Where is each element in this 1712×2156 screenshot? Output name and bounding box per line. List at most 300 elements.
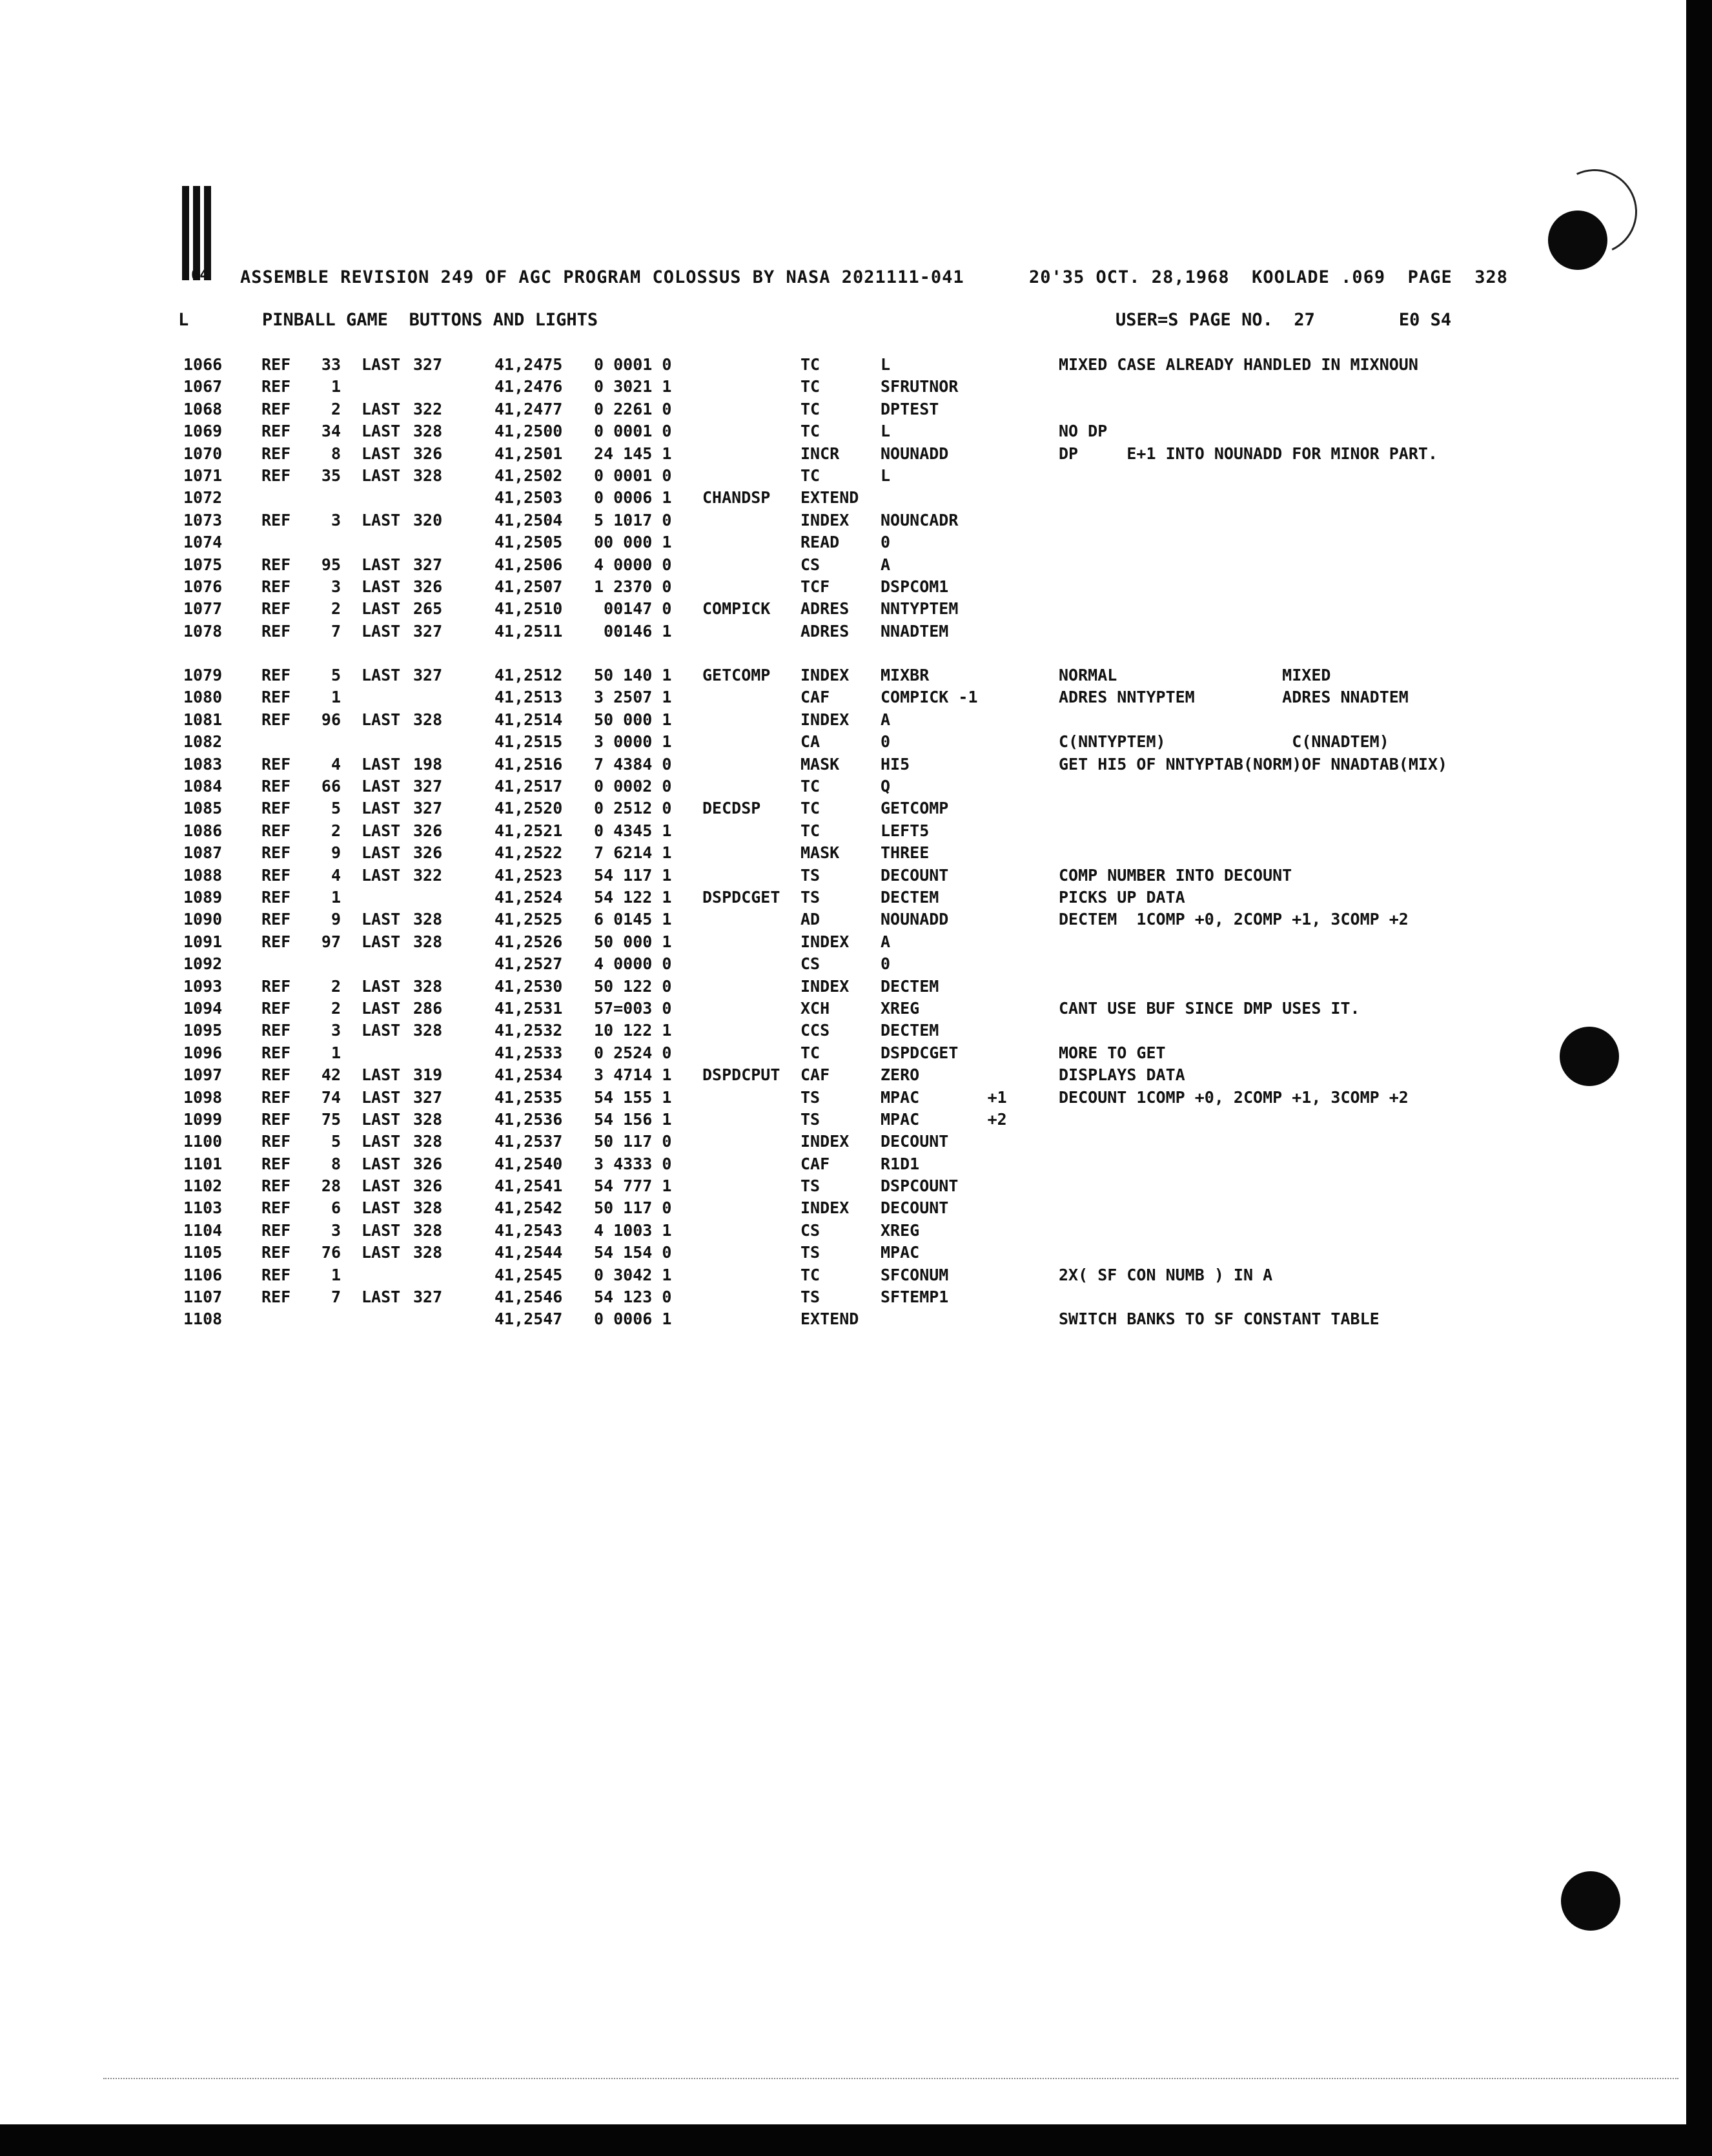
listing-ref: REF (261, 666, 291, 685)
listing-row (0, 443, 1686, 465)
listing-operand: DECTEM (881, 887, 939, 907)
listing-row (0, 842, 1686, 864)
listing-addr: 41,2532 (494, 1021, 563, 1040)
listing-last: LAST (362, 1243, 401, 1262)
listing-code: 0 4345 1 (594, 821, 672, 840)
listing-ref: REF (261, 1265, 291, 1284)
listing-operand: SFCONUM (881, 1265, 949, 1284)
listing-operand: ZERO (881, 1065, 920, 1085)
listing-line: 1107 (183, 1288, 223, 1307)
listing-operand: A (881, 710, 891, 729)
listing-operand: SFRUTNOR (881, 377, 959, 396)
listing-addr: 41,2502 (494, 466, 563, 485)
listing-operand: MPAC +1 (881, 1087, 1007, 1107)
listing-label: DSPDCGET (702, 887, 780, 907)
listing-operand: 0 (881, 732, 891, 752)
listing-row (0, 797, 1686, 819)
listing-op: CS (800, 555, 820, 574)
listing-row (0, 664, 1686, 686)
listing-num: 7 (331, 621, 341, 641)
listing-num: 2 (331, 399, 341, 418)
listing-ref: REF (261, 1154, 291, 1173)
listing-last: LAST (362, 422, 401, 441)
listing-code: 0 2261 0 (594, 399, 672, 418)
page-tag: 64 (191, 267, 209, 283)
listing-lpage: 327 (413, 799, 443, 818)
listing-row (0, 709, 1686, 731)
listing-lpage: 327 (413, 355, 443, 374)
listing-line: 1097 (183, 1065, 223, 1085)
listing-row (0, 754, 1686, 775)
listing-addr: 41,2517 (494, 777, 563, 796)
listing-last: LAST (362, 843, 401, 863)
listing-line: 1106 (183, 1265, 223, 1284)
listing-line: 1101 (183, 1154, 223, 1173)
listing-lpage: 326 (413, 1176, 443, 1196)
listing-row (0, 1042, 1686, 1064)
listing-row (0, 554, 1686, 576)
listing-code: 0 2512 0 (594, 799, 672, 818)
listing-num: 2 (331, 599, 341, 619)
listing-row (0, 1308, 1686, 1330)
listing-last: LAST (362, 1176, 401, 1196)
listing-line: 1092 (183, 954, 223, 974)
listing-num: 74 (321, 1087, 341, 1107)
listing-num: 8 (331, 1154, 341, 1173)
listing-line: 1082 (183, 732, 223, 752)
listing-operand: L (881, 466, 891, 485)
listing-lpage: 198 (413, 754, 443, 774)
listing-op: CAF (800, 1154, 830, 1173)
listing-line: 1103 (183, 1198, 223, 1218)
listing-line: 1076 (183, 577, 223, 596)
listing-op: READ (800, 533, 840, 552)
listing-operand: A (881, 932, 891, 951)
listing-ref: REF (261, 887, 291, 907)
listing-num: 3 (331, 577, 341, 596)
listing-ref: REF (261, 399, 291, 418)
listing-ref: REF (261, 1220, 291, 1240)
listing-op: ADRES (800, 621, 850, 641)
listing-ref: REF (261, 377, 291, 396)
listing-comment: C(NNTYPTEM) C(NNADTEM) (1059, 732, 1389, 752)
listing-row (0, 1087, 1686, 1109)
listing-num: 6 (331, 1198, 341, 1218)
listing-addr: 41,2522 (494, 843, 563, 863)
listing-last: LAST (362, 710, 401, 729)
listing-lpage: 327 (413, 621, 443, 641)
listing-line: 1102 (183, 1176, 223, 1196)
listing-op: TC (800, 1265, 820, 1284)
listing-addr: 41,2544 (494, 1243, 563, 1262)
listing-comment: PICKS UP DATA (1059, 887, 1185, 907)
listing-code: 50 000 1 (594, 932, 672, 951)
listing-addr: 41,2533 (494, 1043, 563, 1062)
listing-ref: REF (261, 621, 291, 641)
listing-line: 1105 (183, 1243, 223, 1262)
listing-addr: 41,2535 (494, 1087, 563, 1107)
listing-comment: SWITCH BANKS TO SF CONSTANT TABLE (1059, 1309, 1380, 1329)
listing-num: 35 (321, 466, 341, 485)
listing-label: GETCOMP (702, 666, 771, 685)
listing-addr: 41,2477 (494, 399, 563, 418)
listing-ref: REF (261, 555, 291, 574)
listing-code: 0 3021 1 (594, 377, 672, 396)
listing-row (0, 621, 1686, 642)
listing-addr: 41,2540 (494, 1154, 563, 1173)
listing-num: 28 (321, 1176, 341, 1196)
listing-ref: REF (261, 998, 291, 1018)
listing-line: 1098 (183, 1087, 223, 1107)
listing-last: LAST (362, 799, 401, 818)
listing-line: 1067 (183, 377, 223, 396)
listing-line: 1095 (183, 1021, 223, 1040)
listing-operand: NNTYPTEM (881, 599, 959, 619)
listing-row (0, 1020, 1686, 1042)
listing-ref: REF (261, 976, 291, 996)
listing-operand: MIXBR (881, 666, 930, 685)
listing-ref: REF (261, 599, 291, 619)
listing-line: 1088 (183, 865, 223, 885)
listing-addr: 41,2506 (494, 555, 563, 574)
listing-code: 6 0145 1 (594, 910, 672, 929)
listing-line: 1086 (183, 821, 223, 840)
section-title: PINBALL GAME BUTTONS AND LIGHTS (262, 310, 598, 330)
listing-addr: 41,2536 (494, 1109, 563, 1129)
listing-ref: REF (261, 1288, 291, 1307)
listing-comment: DECOUNT 1COMP +0, 2COMP +1, 3COMP +2 (1059, 1087, 1409, 1107)
listing-row (0, 953, 1686, 975)
listing-code: 10 122 1 (594, 1021, 672, 1040)
listing-row (0, 398, 1686, 420)
listing-op: EXTEND (800, 1309, 859, 1329)
listing-lpage: 328 (413, 1109, 443, 1129)
listing-line: 1074 (183, 533, 223, 552)
listing-row (0, 820, 1686, 842)
listing-lpage: 328 (413, 1198, 443, 1218)
listing-num: 1 (331, 887, 341, 907)
listing-ref: REF (261, 1176, 291, 1196)
listing-addr: 41,2501 (494, 444, 563, 463)
listing-ref: REF (261, 821, 291, 840)
listing-num: 2 (331, 821, 341, 840)
listing-num: 7 (331, 1288, 341, 1307)
listing-addr: 41,2475 (494, 355, 563, 374)
listing-code: 54 155 1 (594, 1087, 672, 1107)
listing-ref: REF (261, 422, 291, 441)
listing-line: 1090 (183, 910, 223, 929)
listing-row (0, 865, 1686, 887)
listing-last: LAST (362, 510, 401, 529)
listing-comment: NO DP (1059, 422, 1108, 441)
listing-operand: NNADTEM (881, 621, 949, 641)
listing-last: LAST (362, 1288, 401, 1307)
listing-op: AD (800, 910, 820, 929)
listing-lpage: 327 (413, 1288, 443, 1307)
listing-last: LAST (362, 932, 401, 951)
listing-code: 5 1017 0 (594, 510, 672, 529)
listing-num: 2 (331, 998, 341, 1018)
listing-op: XCH (800, 998, 830, 1018)
listing-op: TC (800, 355, 820, 374)
listing-ref: REF (261, 444, 291, 463)
listing-num: 97 (321, 932, 341, 951)
listing-code: 54 117 1 (594, 865, 672, 885)
listing-code: 50 122 0 (594, 976, 672, 996)
listing-comment: NORMAL MIXED (1059, 666, 1331, 685)
listing-num: 3 (331, 1021, 341, 1040)
listing-lpage: 328 (413, 1220, 443, 1240)
listing-last: LAST (362, 1065, 401, 1085)
listing-addr: 41,2521 (494, 821, 563, 840)
listing-comment: COMP NUMBER INTO DECOUNT (1059, 865, 1292, 885)
listing-ref: REF (261, 1198, 291, 1218)
listing-last: LAST (362, 1109, 401, 1129)
listing-op: TS (800, 1176, 820, 1196)
listing-op: CS (800, 1220, 820, 1240)
listing-op: TC (800, 1043, 820, 1062)
listing-operand: XREG (881, 1220, 920, 1240)
listing-comment: MIXED CASE ALREADY HANDLED IN MIXNOUN (1059, 355, 1418, 374)
listing-operand: A (881, 555, 891, 574)
listing-comment: DP E+1 INTO NOUNADD FOR MINOR PART. (1059, 444, 1438, 463)
listing-lpage: 326 (413, 1154, 443, 1173)
listing-addr: 41,2503 (494, 488, 563, 508)
listing-op: TS (800, 1087, 820, 1107)
listing-addr: 41,2545 (494, 1265, 563, 1284)
listing-code: 57=003 0 (594, 998, 672, 1018)
listing-last: LAST (362, 444, 401, 463)
listing-code: 0 2524 0 (594, 1043, 672, 1062)
listing-lpage: 322 (413, 399, 443, 418)
listing-num: 8 (331, 444, 341, 463)
listing-lpage: 328 (413, 710, 443, 729)
listing-operand: DSPDCGET (881, 1043, 959, 1062)
listing-code: 0 0001 0 (594, 466, 672, 485)
listing-row (0, 1242, 1686, 1264)
listing-num: 42 (321, 1065, 341, 1085)
listing-code: 00146 1 (594, 621, 672, 641)
listing-op: TS (800, 1243, 820, 1262)
listing-last: LAST (362, 910, 401, 929)
listing-comment: MORE TO GET (1059, 1043, 1166, 1062)
listing-num: 4 (331, 865, 341, 885)
listing-addr: 41,2500 (494, 422, 563, 441)
listing-operand: MPAC +2 (881, 1109, 1007, 1129)
listing-lpage: 328 (413, 1021, 443, 1040)
listing-op: ADRES (800, 599, 850, 619)
listing-ref: REF (261, 1132, 291, 1151)
listing-row (0, 376, 1686, 398)
listing-lpage: 327 (413, 777, 443, 796)
listing-num: 95 (321, 555, 341, 574)
listing-lpage: 328 (413, 1132, 443, 1151)
listing-addr: 41,2476 (494, 377, 563, 396)
listing-line: 1066 (183, 355, 223, 374)
listing-lpage: 326 (413, 444, 443, 463)
listing-operand: DECOUNT (881, 1198, 949, 1218)
listing-code: 3 2507 1 (594, 688, 672, 707)
listing-operand: HI5 (881, 754, 910, 774)
listing-line: 1094 (183, 998, 223, 1018)
listing-last: LAST (362, 1198, 401, 1218)
listing-operand: GETCOMP (881, 799, 949, 818)
listing-op: TC (800, 466, 820, 485)
listing-line: 1081 (183, 710, 223, 729)
listing-code: 24 145 1 (594, 444, 672, 463)
listing-comment: DECTEM 1COMP +0, 2COMP +1, 3COMP +2 (1059, 910, 1409, 929)
listing-ref: REF (261, 710, 291, 729)
listing-lpage: 320 (413, 510, 443, 529)
listing-last: LAST (362, 976, 401, 996)
listing-code: 0 0006 1 (594, 488, 672, 508)
listing-line: 1071 (183, 466, 223, 485)
listing-lpage: 265 (413, 599, 443, 619)
listing-label: CHANDSP (702, 488, 771, 508)
listing-row (0, 1175, 1686, 1197)
listing-ref: REF (261, 466, 291, 485)
listing-line: 1100 (183, 1132, 223, 1151)
listing-lpage: 326 (413, 821, 443, 840)
listing-num: 2 (331, 976, 341, 996)
listing-line: 1099 (183, 1109, 223, 1129)
listing-operand: L (881, 355, 891, 374)
listing-line: 1079 (183, 666, 223, 685)
listing-op: TCF (800, 577, 830, 596)
listing-row (0, 487, 1686, 509)
listing-op: TC (800, 399, 820, 418)
listing-operand: MPAC (881, 1243, 920, 1262)
listing-comment: ADRES NNTYPTEM ADRES NNADTEM (1059, 688, 1409, 707)
listing-line: 1069 (183, 422, 223, 441)
listing-lpage: 326 (413, 577, 443, 596)
listing-row (0, 998, 1686, 1020)
listing-op: TS (800, 1288, 820, 1307)
listing-operand: DECTEM (881, 976, 939, 996)
listing-num: 5 (331, 666, 341, 685)
listing-addr: 41,2516 (494, 754, 563, 774)
listing-ref: REF (261, 355, 291, 374)
listing-op: TC (800, 799, 820, 818)
listing-code: 3 4714 1 (594, 1065, 672, 1085)
listing-num: 1 (331, 1043, 341, 1062)
listing-op: INDEX (800, 1132, 850, 1151)
listing-last: LAST (362, 777, 401, 796)
date-page-header: 20'35 OCT. 28,1968 KOOLADE .069 PAGE 328 (1029, 267, 1508, 287)
listing-comment: 2X( SF CON NUMB ) IN A (1059, 1265, 1273, 1284)
listing-line: 1089 (183, 887, 223, 907)
listing-line: 1096 (183, 1043, 223, 1062)
listing-ref: REF (261, 865, 291, 885)
listing-code: 1 2370 0 (594, 577, 672, 596)
listing-ref: REF (261, 1243, 291, 1262)
listing-operand: DSPCOUNT (881, 1176, 959, 1196)
listing-code: 50 117 0 (594, 1198, 672, 1218)
listing-code: 4 0000 0 (594, 954, 672, 974)
listing-line: 1108 (183, 1309, 223, 1329)
listing-row (0, 731, 1686, 753)
listing-operand: SFTEMP1 (881, 1288, 949, 1307)
listing-line: 1070 (183, 444, 223, 463)
listing-num: 3 (331, 510, 341, 529)
listing-num: 66 (321, 777, 341, 796)
listing-code: 00147 0 (594, 599, 672, 619)
listing-ref: REF (261, 1043, 291, 1062)
listing-addr: 41,2546 (494, 1288, 563, 1307)
listing-last: LAST (362, 1087, 401, 1107)
listing-line: 1093 (183, 976, 223, 996)
listing-comment: DISPLAYS DATA (1059, 1065, 1185, 1085)
listing-row (0, 1131, 1686, 1153)
listing-op: TC (800, 777, 820, 796)
listing-last: LAST (362, 466, 401, 485)
listing-ref: REF (261, 1087, 291, 1107)
listing-label: COMPICK (702, 599, 771, 619)
listing-operand: XREG (881, 998, 920, 1018)
listing-lpage: 327 (413, 1087, 443, 1107)
listing-label: DSPDCPUT (702, 1065, 780, 1085)
listing-last: LAST (362, 1021, 401, 1040)
listing-lpage: 327 (413, 555, 443, 574)
listing-label: DECDSP (702, 799, 761, 818)
listing-op: MASK (800, 754, 840, 774)
listing-row (0, 465, 1686, 487)
listing-last: LAST (362, 998, 401, 1018)
listing-addr: 41,2542 (494, 1198, 563, 1218)
listing-addr: 41,2515 (494, 732, 563, 752)
listing-op: TS (800, 887, 820, 907)
listing-op: MASK (800, 843, 840, 863)
listing-lpage: 286 (413, 998, 443, 1018)
listing-line: 1068 (183, 399, 223, 418)
listing-op: INDEX (800, 932, 850, 951)
listing-addr: 41,2520 (494, 799, 563, 818)
listing-line: 1075 (183, 555, 223, 574)
listing-code: 54 156 1 (594, 1109, 672, 1129)
listing-comment: CANT USE BUF SINCE DMP USES IT. (1059, 998, 1360, 1018)
listing-code: 0 0001 0 (594, 355, 672, 374)
listing-lpage: 328 (413, 976, 443, 996)
listing-last: LAST (362, 666, 401, 685)
assembly-header: ASSEMBLE REVISION 249 OF AGC PROGRAM COLOSSUS BY NASA 2021111-041 (240, 267, 964, 287)
listing-op: CCS (800, 1021, 830, 1040)
listing-last: LAST (362, 399, 401, 418)
listing-operand: DECOUNT (881, 1132, 949, 1151)
listing-line: 1087 (183, 843, 223, 863)
listing-addr: 41,2512 (494, 666, 563, 685)
listing-row (0, 1197, 1686, 1219)
listing-num: 1 (331, 688, 341, 707)
listing-num: 4 (331, 754, 341, 774)
listing-lpage: 319 (413, 1065, 443, 1085)
listing-line: 1104 (183, 1220, 223, 1240)
listing-op: CS (800, 954, 820, 974)
listing-code: 0 0002 0 (594, 777, 672, 796)
listing-num: 5 (331, 1132, 341, 1151)
listing-num: 96 (321, 710, 341, 729)
listing-line: 1091 (183, 932, 223, 951)
listing-op: INDEX (800, 976, 850, 996)
type-letter: L (178, 310, 189, 330)
listing-addr: 41,2534 (494, 1065, 563, 1085)
listing-code: 50 140 1 (594, 666, 672, 685)
listing-op: TC (800, 821, 820, 840)
listing-row (0, 509, 1686, 531)
listing-row (0, 1153, 1686, 1175)
listing-ref: REF (261, 754, 291, 774)
listing-ref: REF (261, 843, 291, 863)
listing-lpage: 328 (413, 466, 443, 485)
